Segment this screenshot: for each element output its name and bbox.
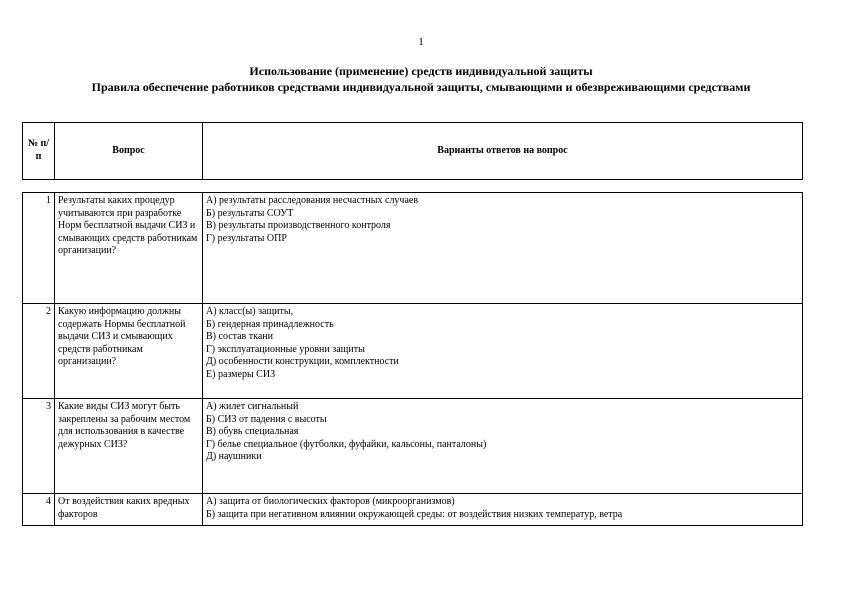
answer-option: Г) эксплуатационные уровни защиты [206,343,365,355]
answer-option: Д) наушники [206,451,262,463]
questions-table [22,192,803,526]
answer-options [203,399,803,494]
question-text: Результаты каких процедур учитываются при разработке Норм бесплатной выдачи СИЗ и смывающих средств работникам организации? [55,193,203,304]
header-answers: Варианты ответов на вопрос [203,123,803,180]
answer-options [203,193,803,304]
page-number: 1 [418,36,424,48]
question-text: Какие виды СИЗ могут быть закреплены за рабочим местом для использования в качестве дежурных СИЗ? [55,399,203,494]
header-row [23,123,803,180]
answer-option: Е) размеры СИЗ [206,368,276,380]
row-number: 2 [23,304,55,399]
answer-option: Г) результаты ОПР [206,232,287,244]
answer-option: А) результаты расследования несчастных случаев [206,195,419,206]
answer-option: Б) защита при негативном влиянии окружающей среды: от воздействия низких температур, ветра [206,508,623,520]
answer-option: А) защита от биологических факторов (микроорганизмов) [206,496,455,507]
question-text: Какую информацию должны содержать Нормы бесплатной выдачи СИЗ и смывающих средств работникам организации? [55,304,203,399]
answer-option: Б) гендерная принадлежность [206,318,334,330]
table-row [23,399,803,494]
header-num: № п/п [23,123,55,180]
row-number: 4 [23,494,55,526]
answer-option: Г) белье специальное (футболки, фуфайки, кальсоны, панталоны) [206,438,487,450]
header-table [22,122,803,180]
question-text: От воздействия каких вредных факторов [55,494,203,526]
row-number: 3 [23,399,55,494]
table-row [23,494,803,526]
answer-option: Б) результаты СОУТ [206,207,294,219]
header-question: Вопрос [55,123,203,180]
answer-options [203,304,803,399]
document-subtitle: Правила обеспечение работников средствами индивидуальной защиты, смывающими и обезвреживающими средствами [91,80,751,94]
answer-option: В) состав ткани [206,331,273,343]
answer-options [203,494,803,526]
answer-option: А) класс(ы) защиты, [206,306,294,317]
answer-option: Б) СИЗ от падения с высоты [206,413,327,425]
table-row [23,304,803,399]
document-title: Использование (применение) средств индивидуальной защиты [249,64,593,78]
answer-option: А) жилет сигнальный [206,401,299,412]
row-number: 1 [23,193,55,304]
table-row [23,193,803,304]
answer-option: В) результаты производственного контроля [206,220,391,232]
answer-option: В) обувь специальная [206,426,299,438]
answer-option: Д) особенности конструкции, комплектности [206,356,399,368]
